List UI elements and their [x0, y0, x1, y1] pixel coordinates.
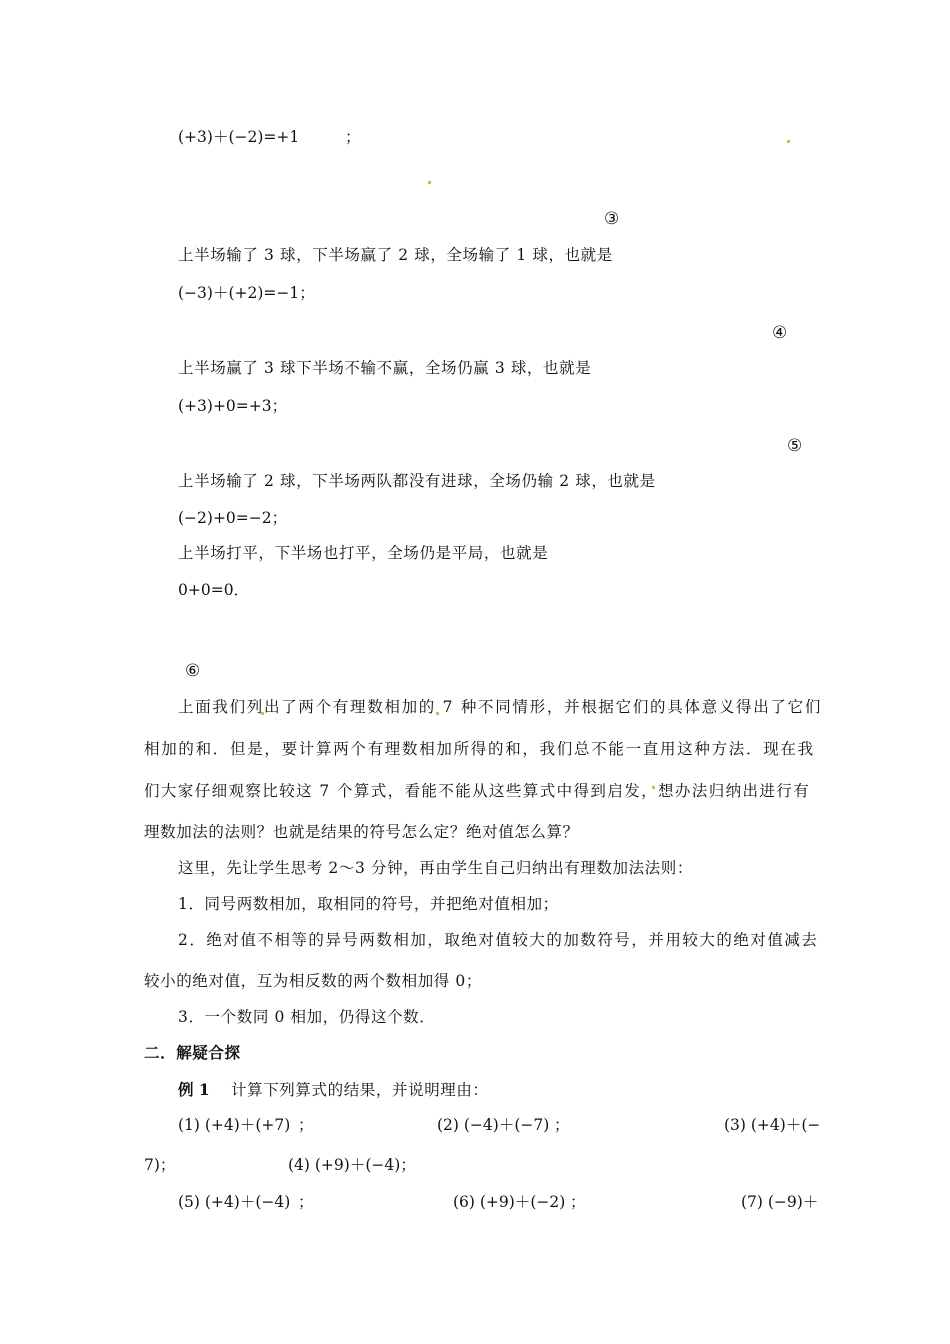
semicolon: ；	[298, 1193, 314, 1211]
question-3: (3) (+4)＋(−	[724, 1116, 821, 1134]
text-line: 上半场输了 2 球，下半场两队都没有进球，全场仍输 2 球，也就是	[178, 472, 656, 490]
rule-2-continued: 较小的绝对值，互为相反数的两个数相加得 0；	[144, 972, 482, 990]
semicolon: ；	[554, 1116, 570, 1134]
text-line: 上半场打平，下半场也打平，全场仍是平局，也就是	[178, 544, 549, 562]
paragraph-line: 相加的和．但是，要计算两个有理数相加所得的和，我们总不能一直用这种方法．现在我	[144, 740, 815, 758]
circled-marker-5: ⑤	[787, 436, 803, 456]
paragraph-line: 上面我们列出了两个有理数相加的 7 种不同情形，并根据它们的具体意义得出了它们	[178, 698, 823, 716]
semicolon: ；	[570, 1193, 586, 1211]
rule-3: 3．一个数同 0 相加，仍得这个数．	[178, 1008, 436, 1026]
example-text: 计算下列算式的结果，并说明理由：	[231, 1081, 489, 1099]
example-label: 例 1	[178, 1080, 210, 1099]
equation-line: (+3)+0=+3；	[178, 397, 288, 415]
equation-line: (−3)＋(+2)=−1；	[178, 284, 315, 302]
circled-marker-4: ④	[772, 323, 788, 343]
rule-1: 1．同号两数相加，取相同的符号，并把绝对值相加；	[178, 895, 559, 913]
question-6: (6) (+9)＋(−2)	[453, 1193, 566, 1211]
text-line: 上半场输了 3 球，下半场赢了 2 球，全场输了 1 球，也就是	[178, 246, 613, 264]
equation-line: (−2)+0=−2；	[178, 509, 288, 527]
question-4: (4) (+9)＋(−4)；	[288, 1156, 416, 1174]
circled-marker-3: ③	[604, 209, 620, 229]
section-heading: 二．解疑合探	[144, 1043, 241, 1062]
question-5: (5) (+4)＋(−4)	[178, 1193, 291, 1211]
paragraph-line: 理数加法的法则？也就是结果的符号怎么定？绝对值怎么算？	[144, 823, 579, 841]
text-line: 上半场赢了 3 球下半场不输不赢，全场仍赢 3 球，也就是	[178, 359, 592, 377]
circled-marker-6: ⑥	[185, 661, 201, 681]
speck	[428, 181, 431, 184]
semicolon: ；	[345, 128, 361, 146]
question-2: (2) (−4)＋(−7)	[437, 1116, 550, 1134]
question-3-continued: 7)；	[144, 1156, 176, 1174]
paragraph-line: 们大家仔细观察比较这 7 个算式，看能不能从这些算式中得到启发，想办法归纳出进行有	[144, 782, 811, 800]
paragraph-line: 这里，先让学生思考 2～3 分钟，再由学生自己归纳出有理数加法法则：	[178, 859, 693, 877]
equation-line: 0+0=0．	[178, 581, 250, 599]
equation-line: (+3)＋(−2)=+1	[178, 128, 300, 146]
semicolon: ；	[298, 1116, 314, 1134]
question-1: (1) (+4)＋(+7)	[178, 1116, 291, 1134]
rule-2: 2．绝对值不相等的异号两数相加，取绝对值较大的加数符号，并用较大的绝对值减去	[178, 931, 819, 949]
speck	[787, 140, 790, 143]
question-7: (7) (−9)＋	[741, 1193, 819, 1211]
